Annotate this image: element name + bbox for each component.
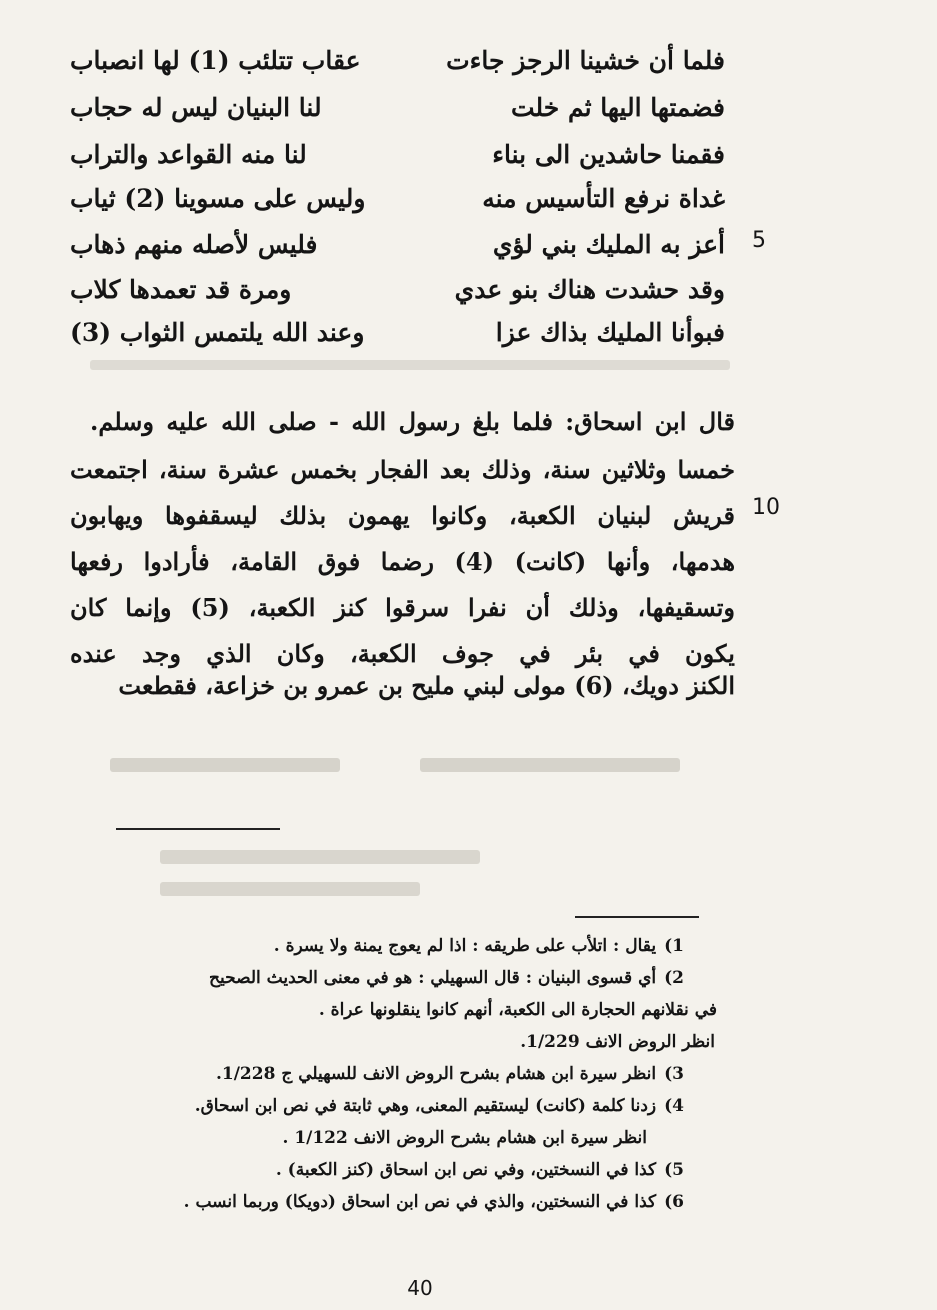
- line-number: 5: [752, 228, 766, 253]
- verse-first-hemistich: غداة نرفع التأسيس منه: [482, 184, 725, 213]
- footnote-text: زدنا كلمة (كانت) ليستقيم المعنى، وهي ثابتة في نص ابن اسحاق.: [194, 1096, 657, 1116]
- prose-line: هدمها، وأنها (كانت) (4) رضما فوق القامة، فأرادوا رفعها: [70, 547, 735, 576]
- footnote-number: 1): [664, 936, 684, 956]
- footnote: [74, 962, 684, 994]
- verse-first-hemistich: فلما أن خشينا الرجز جاءت: [446, 46, 725, 75]
- footnote-text: أي قسوى البنيان : قال السهيلي : هو في معنى الحديث الصحيح: [209, 968, 657, 988]
- footnote-text: انظر سيرة ابن هشام بشرح الروض الانف 1/122 .: [282, 1128, 647, 1148]
- verse-second-hemistich: فليس لأصله منهم ذهاب: [70, 230, 318, 259]
- verse-second-hemistich: لنا منه القواعد والتراب: [70, 140, 307, 169]
- verse-second-hemistich: لنا البنيان ليس له حجاب: [70, 93, 322, 122]
- footnote-continuation: [105, 1026, 715, 1058]
- verse-line: [70, 226, 725, 264]
- bleed-through-line: [160, 882, 420, 896]
- bleed-through-line: [420, 758, 680, 772]
- prose-line: خمسا وثلاثين سنة، وذلك بعد الفجار بخمس عشرة سنة، اجتمعت: [70, 455, 735, 484]
- footnote-text: كذا في النسختين، وفي نص ابن اسحاق (كنز الكعبة) .: [275, 1160, 657, 1180]
- verse-line: [70, 42, 725, 80]
- prose-line: قال ابن اسحاق: فلما بلغ رسول الله - صلى الله عليه وسلم.: [90, 407, 735, 436]
- footnote: [74, 1154, 684, 1186]
- footnote: [74, 1058, 684, 1090]
- bleed-through-line: [160, 850, 480, 864]
- bleed-through-line: [90, 360, 730, 370]
- footnote-text: انظر الروض الانف 1/229.: [520, 1032, 715, 1052]
- prose-line: يكون في بئر في جوف الكعبة، وكان الذي وجد عنده: [70, 639, 735, 668]
- verse-line: [70, 136, 725, 174]
- footnote: [74, 1186, 684, 1218]
- verse-line: [70, 314, 725, 352]
- footnote-text: يقال : اتلأب على طريقه : اذا لم يعوج يمنة ولا يسرة .: [273, 936, 657, 956]
- verse-second-hemistich: وعند الله يلتمس الثواب (3): [70, 318, 365, 347]
- verse-first-hemistich: فبوأنا المليك بذاك عزا: [495, 318, 725, 347]
- verse-line: [70, 89, 725, 127]
- verse-line: [70, 271, 725, 309]
- bleed-through-line: [110, 758, 340, 772]
- footnote-number: 5): [664, 1160, 684, 1180]
- verse-second-hemistich: وليس على مسوينا (2) ثياب: [70, 184, 366, 213]
- footnote-text: كذا في النسختين، والذي في نص ابن اسحاق (دويكا) وربما انسب .: [183, 1192, 657, 1212]
- verse-line: [70, 180, 725, 218]
- footnote: [74, 1090, 684, 1122]
- footnote-text: في نقلانهم الحجارة الى الكعبة، أنهم كانوا ينقلونها عراة .: [318, 1000, 717, 1020]
- verse-second-hemistich: عقاب تتلئب (1) لها انصباب: [70, 46, 361, 75]
- footnote-divider: [575, 916, 699, 918]
- verse-first-hemistich: فقمنا حاشدين الى بناء: [492, 140, 725, 169]
- verse-first-hemistich: فضمتها اليها ثم خلت: [510, 93, 725, 122]
- verse-second-hemistich: ومرة قد تعمدها كلاب: [70, 275, 292, 304]
- line-number: 10: [752, 495, 780, 520]
- footnote-text: انظر سيرة ابن هشام بشرح الروض الانف للسهيلي ج 1/228.: [215, 1064, 657, 1084]
- section-divider: [116, 828, 280, 830]
- verse-first-hemistich: وقد حشدت هناك بنو عدي: [454, 275, 725, 304]
- prose-line: قريش لبنيان الكعبة، وكانوا يهمون بذلك ليسقفوها ويهابون: [70, 501, 735, 530]
- verse-first-hemistich: أعز به المليك بني لؤي: [492, 230, 725, 259]
- footnote: [74, 930, 684, 962]
- footnote-number: 2): [664, 968, 684, 988]
- footnote-continuation: [107, 994, 717, 1026]
- prose-line: وتسقيفها، وذلك أن نفرا سرقوا كنز الكعبة، (5) وإنما كان: [70, 593, 735, 622]
- footnote-number: 6): [664, 1192, 684, 1212]
- footnote-number: 4): [664, 1096, 684, 1116]
- prose-line: الكنز دويك، (6) مولى لبني مليح بن عمرو بن خزاعة، فقطعت: [118, 671, 735, 700]
- footnote-continuation: [37, 1122, 647, 1154]
- footnote-number: 3): [664, 1064, 684, 1084]
- page-number: 40: [407, 1276, 433, 1300]
